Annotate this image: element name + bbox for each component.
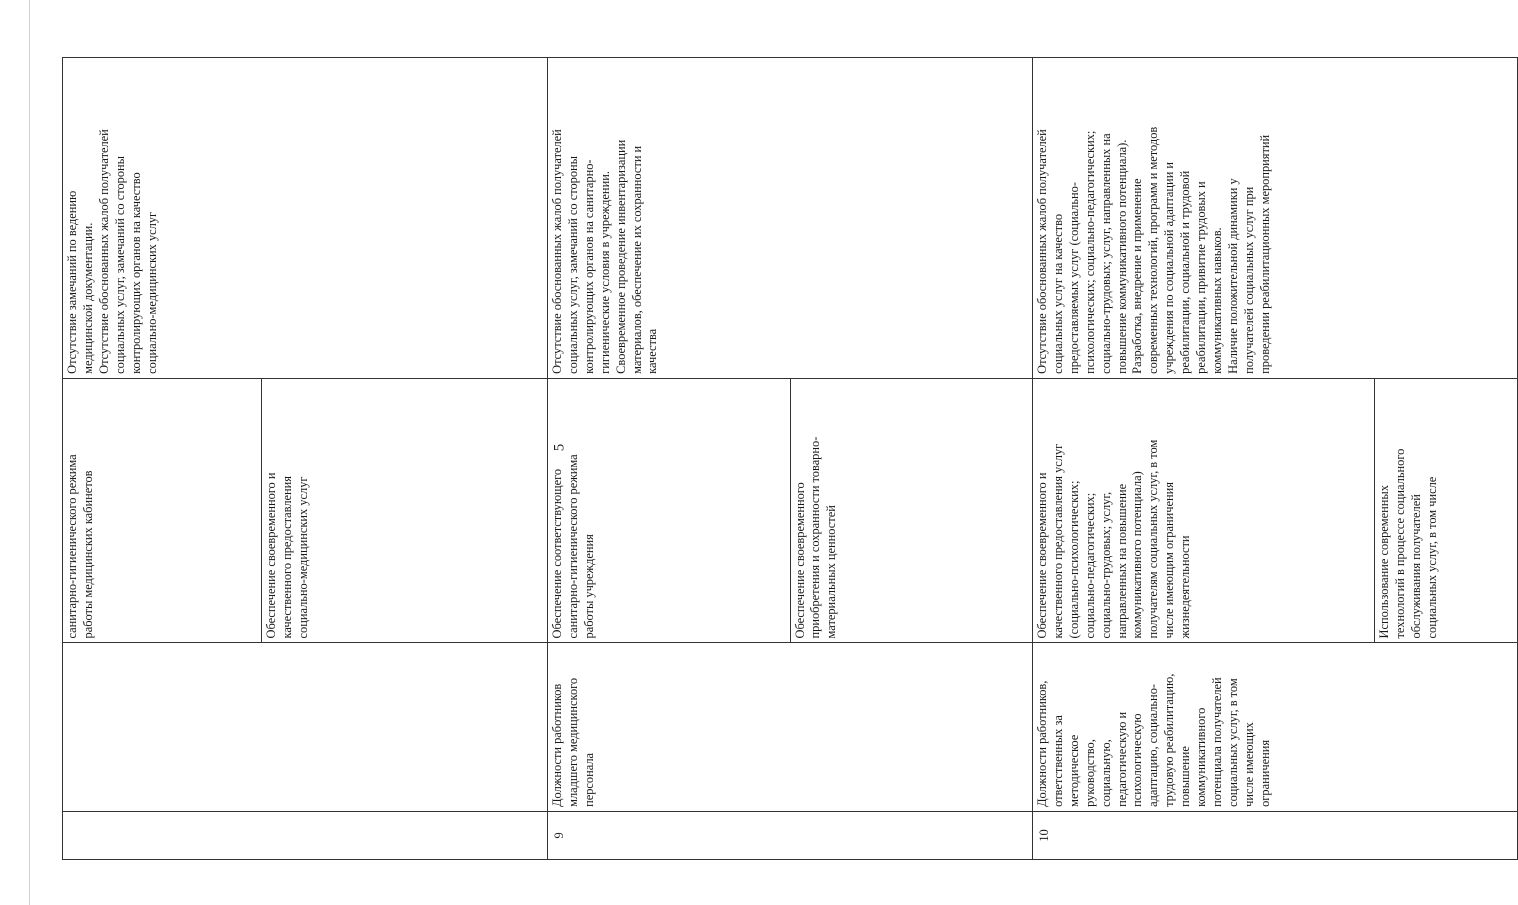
- position-cell: [548, 643, 1033, 811]
- task-text: коммуникативного потенциала): [1130, 471, 1145, 639]
- position-text: числе имеющих: [1241, 722, 1256, 807]
- criteria-text: повышение коммуникативного потенциала).: [1114, 139, 1129, 374]
- task-text: Обеспечение своевременного и: [1035, 472, 1049, 639]
- criteria-text: Отсутствие замечаний по ведению: [65, 190, 79, 374]
- position-text: младшего медицинского: [565, 677, 580, 807]
- position-cell: [63, 643, 548, 811]
- position-cell: [1033, 643, 1518, 811]
- performance-criteria-table: [62, 57, 1518, 860]
- criteria-text: социальных услуг на качество: [1050, 213, 1065, 374]
- task-text: обслуживания получателей: [1408, 494, 1423, 639]
- task-text: числе имеющим ограничения: [1162, 482, 1177, 639]
- criteria-text: социально-трудовых; услуг, направленных на: [1098, 133, 1113, 374]
- criteria-text: коммуникативных навыков.: [1209, 227, 1224, 374]
- tasks-cell: [1033, 378, 1518, 643]
- table-row: [63, 58, 548, 860]
- criteria-cell: [1033, 58, 1518, 379]
- task-text: качественного предоставления услуг: [1050, 443, 1065, 639]
- position-text: трудовую реабилитацию,: [1162, 673, 1177, 807]
- task-item: [63, 379, 262, 643]
- criteria-text: реабилитации, привитие трудовых и: [1194, 181, 1209, 374]
- criteria-text: Наличие положительной динамики у: [1225, 178, 1240, 374]
- criteria-text: Разработка, внедрение и применение: [1130, 178, 1145, 374]
- task-text: Обеспечение своевременного: [792, 482, 807, 639]
- task-text: жизнедеятельности: [1178, 535, 1193, 639]
- position-text: педагогическую и: [1114, 711, 1129, 807]
- position-text: Должности работников: [550, 683, 564, 807]
- document-table-rotated: [62, 57, 1439, 860]
- position-text: социальную,: [1098, 739, 1113, 807]
- task-text: работы медицинских кабинетов: [80, 470, 95, 639]
- task-text: Обеспечение соответствующего: [550, 468, 564, 639]
- task-text: работы учреждения: [581, 534, 596, 639]
- position-text: руководство,: [1082, 739, 1097, 807]
- task-text: Обеспечение своевременного и: [264, 472, 279, 639]
- scan-edge-line: [29, 0, 30, 905]
- task-text: направленных на повышение: [1114, 483, 1129, 639]
- position-text: повышение: [1178, 746, 1193, 807]
- task-text: Использование современных: [1377, 485, 1392, 639]
- task-item: [548, 379, 790, 643]
- table-row: [1033, 58, 1518, 860]
- position-text: психологическую: [1130, 713, 1145, 807]
- row-number-cell: 10: [1033, 811, 1518, 859]
- criteria-text: проведении реабилитационных мероприятий: [1257, 134, 1272, 374]
- criteria-text: гигиенические условия в учреждении.: [597, 171, 612, 374]
- position-text: методическое: [1066, 734, 1081, 807]
- criteria-text: социально-медицинских услуг: [144, 211, 159, 374]
- position-text: персонала: [581, 752, 596, 807]
- criteria-text: предоставляемых услуг (социально-: [1066, 182, 1081, 374]
- table-row: [548, 58, 1033, 860]
- position-text: Должности работников,: [1035, 680, 1049, 807]
- position-text: социальных услуг, в том: [1225, 678, 1240, 807]
- criteria-text: социальных услуг, замечаний со стороны: [565, 155, 580, 374]
- criteria-text: Своевременное проведение инвентаризации: [613, 139, 628, 374]
- criteria-text: материалов, обеспечение их сохранности и: [629, 145, 644, 374]
- task-text: санитарно-гигиенического режима: [65, 454, 79, 639]
- position-text: потенциала получателей: [1209, 677, 1224, 807]
- criteria-text: контролирующих органов на качество: [128, 172, 143, 374]
- task-text: получателям социальных услуг, в том: [1146, 439, 1161, 639]
- tasks-cell: [548, 378, 1033, 643]
- criteria-text: Отсутствие обоснованных жалоб получателей: [1035, 129, 1049, 374]
- criteria-cell: [548, 58, 1033, 379]
- criteria-text: контролирующих органов на санитарно-: [581, 159, 596, 374]
- criteria-text: современных технологий, программ и методов: [1146, 126, 1161, 374]
- task-item: [262, 379, 547, 643]
- position-text: ограничения: [1257, 739, 1272, 807]
- criteria-text: медицинской документации.: [80, 222, 95, 374]
- criteria-text: социальных услуг, замечаний со стороны: [112, 155, 127, 374]
- tasks-cell: [63, 378, 548, 643]
- task-text: социально-медицинских услуг: [295, 476, 310, 639]
- criteria-text: учреждения по социальной адаптации и: [1162, 161, 1177, 374]
- position-text: ответственных за: [1050, 715, 1065, 807]
- task-item: [1033, 379, 1375, 643]
- task-text: социально-трудовых; услуг,: [1098, 491, 1113, 639]
- task-text: социальных услуг, в том числе: [1424, 476, 1439, 639]
- task-text: технологий в процессе социального: [1393, 448, 1408, 639]
- task-text: (социально-психологических;: [1066, 480, 1081, 639]
- task-text: приобретения и сохранности товарно-: [808, 436, 823, 639]
- row-number-cell: 9: [548, 811, 1033, 859]
- task-text: материальных ценностей: [824, 505, 839, 639]
- task-text: санитарно-гигиенического режима: [565, 454, 580, 639]
- criteria-text: психологических; социально-педагогических;: [1082, 130, 1097, 374]
- criteria-text: качества: [645, 328, 660, 374]
- task-text: социально-педагогических;: [1082, 492, 1097, 639]
- position-text: адаптацию, социально-: [1146, 683, 1161, 807]
- criteria-text: реабилитации, социальной и трудовой: [1178, 170, 1193, 374]
- position-text: коммуникативного: [1194, 707, 1209, 807]
- criteria-text: получателей социальных услуг при: [1241, 186, 1256, 374]
- criteria-text: Отсутствие обоснованных жалоб получателей: [550, 129, 564, 374]
- task-text: качественного предоставления: [279, 476, 294, 639]
- criteria-text: Отсутствие обоснованных жалоб получателей: [96, 129, 111, 374]
- criteria-cell: [63, 58, 548, 379]
- page-number: 5: [551, 443, 568, 452]
- task-item: [1375, 379, 1517, 643]
- row-number-cell: [63, 811, 548, 859]
- task-item: [790, 379, 1032, 643]
